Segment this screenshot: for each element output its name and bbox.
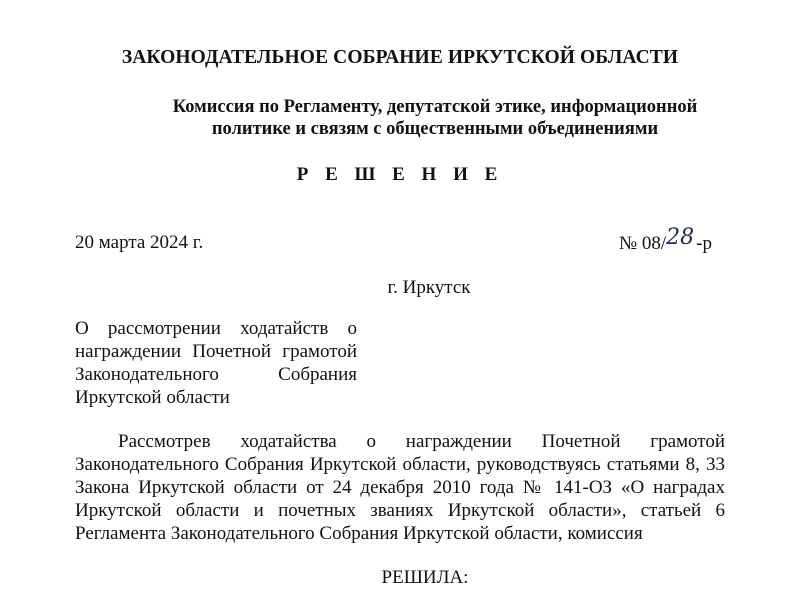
commission-title-line-1: Комиссия по Регламенту, депутатской этике, информационной (172, 97, 698, 117)
number-suffix: -р (696, 233, 712, 254)
document-subject: О рассмотрении ходатайств о награждении Почетной грамотой Законодательного Собрания Иркутской области (75, 318, 357, 408)
document-date: 20 марта 2024 г. (75, 232, 204, 253)
decision-title: Р Е Ш Е Н И Е (296, 164, 504, 185)
document-city: г. Иркутск (387, 277, 471, 298)
commission-title (110, 96, 760, 140)
number-prefix: № 08/ (619, 233, 667, 254)
document-body-paragraph: Рассмотрев ходатайства о награждении Почетной грамотой Законодательного Собрания Иркутской области, руководствуясь статьями 8, 33 Закона Иркутской области от 24 декабря 2010 года № 141-ОЗ «О наградах Иркутской области и почетных званиях Иркутской области», статьей 6 Регламента Законодательного Собрания Иркутской области, комиссия (75, 431, 725, 544)
commission-title-line-2: политике и связям с общественными объединениями (211, 119, 659, 139)
organization-title: ЗАКОНОДАТЕЛЬНОЕ СОБРАНИЕ ИРКУТСКОЙ ОБЛАСТИ (121, 47, 679, 68)
resolved-heading: РЕШИЛА: (381, 567, 469, 588)
number-handwritten: 28 (666, 225, 695, 250)
document-number (619, 225, 712, 255)
